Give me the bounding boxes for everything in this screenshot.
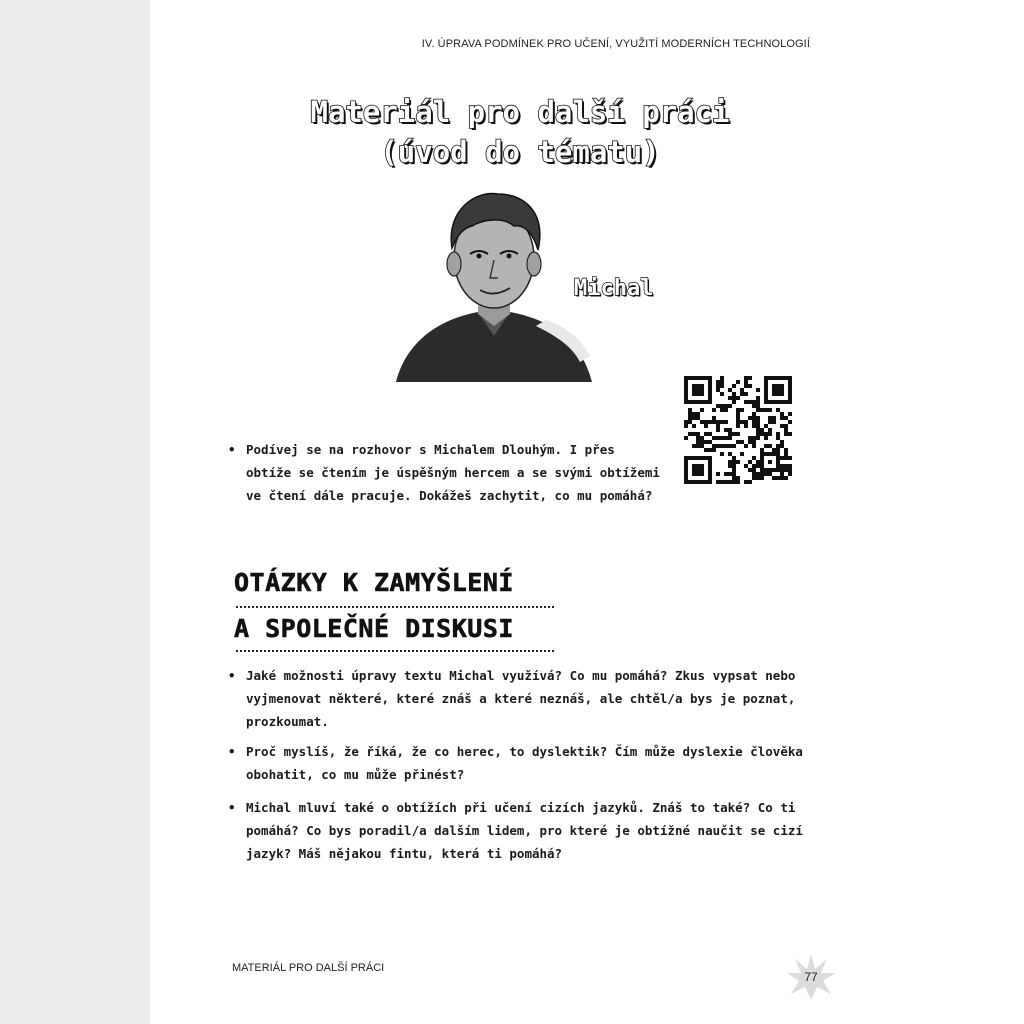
running-header: IV. ÚPRAVA PODMÍNEK PRO UČENÍ, VYUŽITÍ MODERNÍCH TECHNOLOGIÍ <box>421 38 810 50</box>
running-footer: MATERIÁL PRO DALŠÍ PRÁCI <box>232 962 385 974</box>
heading-divider <box>236 650 554 652</box>
heading-divider <box>236 606 554 608</box>
question-item: • Jaké možnosti úpravy textu Michal využívá? Co mu pomáhá? Zkus vypsat nebo vyjmenovat některé, které znáš a které neznáš, ale chtěl/a bys je poznat, prozkoumat. <box>228 664 816 733</box>
section-heading-line-2: A SPOLEČNÉ DISKUSI <box>234 614 514 643</box>
page-number: 77 <box>804 970 818 984</box>
page-title <box>310 92 730 172</box>
question-item: • Proč myslíš, že říká, že co herec, to dyslektik? Čím může dyslexie člověka obohatit, co mu může přinést? <box>228 740 816 786</box>
document-page <box>150 0 1024 1024</box>
character-name: Michal <box>574 276 654 301</box>
qr-code-icon[interactable] <box>684 376 792 484</box>
question-item: • Michal mluví také o obtížích při učení cizích jazyků. Znáš to také? Co ti pomáhá? Co bys poradil/a dalším lidem, pro které je obtížné naučit se cizí jazyk? Máš nějakou fintu, která ti pomáhá? <box>228 796 816 865</box>
section-heading-line-1: OTÁZKY K ZAMYŠLENÍ <box>234 568 514 597</box>
intro-bullet: • Podívej se na rozhovor s Michalem Dlouhým. I přes obtíže se čtením je úspěšným hercem a se svými obtížemi ve čtení dále pracuje. Dokážeš zachytit, co mu pomáhá? <box>228 438 666 507</box>
page-title-line-1: Materiál pro další práci <box>310 95 730 129</box>
page-title-line-2: (úvod do tématu) <box>380 135 660 169</box>
portrait-illustration <box>386 186 602 386</box>
